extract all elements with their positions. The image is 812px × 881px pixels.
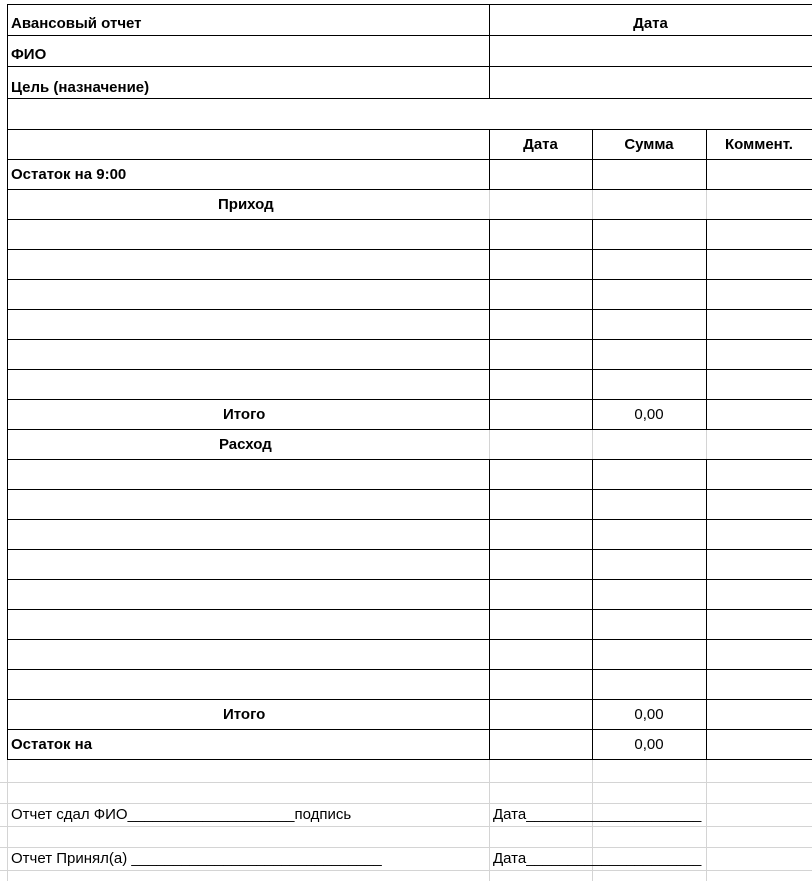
table-border — [7, 639, 812, 640]
table-border — [7, 35, 812, 36]
table-border — [7, 249, 812, 250]
gridline — [0, 870, 812, 871]
column-header-comment: Коммент. — [725, 136, 793, 153]
table-border — [7, 609, 812, 610]
expense-section-label: Расход — [219, 436, 272, 453]
table-border — [7, 699, 812, 700]
submitted-by-line: Отчет сдал ФИО____________________подпись — [11, 806, 352, 823]
column-header-date: Дата — [523, 136, 558, 153]
table-border — [489, 459, 490, 760]
table-border — [7, 129, 812, 130]
income-section-label: Приход — [218, 196, 274, 213]
table-border — [7, 309, 812, 310]
submitted-date-line: Дата_____________________ — [493, 806, 702, 823]
table-border — [7, 399, 812, 400]
column-header-sum: Сумма — [624, 136, 674, 153]
table-border — [7, 519, 812, 520]
table-border — [7, 729, 812, 730]
table-border — [7, 459, 812, 460]
report-title: Авансовый отчет — [11, 15, 142, 32]
table-border — [7, 159, 812, 160]
gridline — [489, 430, 490, 460]
table-border — [7, 189, 812, 190]
gridline — [706, 760, 707, 881]
gridline — [0, 803, 812, 804]
table-border — [7, 66, 812, 67]
closing-balance-label: Остаток на — [11, 736, 93, 753]
gridline — [0, 847, 812, 848]
table-border — [7, 98, 812, 99]
table-border — [7, 669, 812, 670]
table-border — [7, 429, 812, 430]
accepted-by-line: Отчет Принял(а) ______________________________ — [11, 850, 382, 867]
table-border — [7, 219, 812, 220]
table-border — [706, 219, 707, 430]
opening-balance-label: Остаток на 9:00 — [11, 166, 127, 183]
table-border — [592, 219, 593, 430]
closing-balance-value: 0,00 — [634, 736, 664, 753]
fio-label: ФИО — [11, 46, 47, 63]
table-border — [7, 279, 812, 280]
expense-total-value: 0,00 — [634, 706, 664, 723]
table-border — [7, 549, 812, 550]
gridline — [0, 826, 812, 827]
gridline — [706, 190, 707, 220]
gridline — [706, 430, 707, 460]
gridline — [592, 190, 593, 220]
table-border — [7, 4, 812, 5]
gridline — [592, 430, 593, 460]
table-border — [7, 759, 812, 760]
table-border — [706, 459, 707, 760]
table-border — [7, 339, 812, 340]
expense-total-label: Итого — [223, 706, 266, 723]
purpose-label: Цель (назначение) — [11, 79, 150, 96]
header-date-label: Дата — [633, 15, 668, 32]
gridline — [489, 190, 490, 220]
table-border — [7, 489, 812, 490]
income-total-value: 0,00 — [634, 406, 664, 423]
income-total-label: Итого — [223, 406, 266, 423]
gridline — [7, 760, 8, 881]
table-border — [7, 4, 8, 760]
gridline — [0, 782, 812, 783]
table-border — [7, 369, 812, 370]
gridline — [489, 760, 490, 881]
table-border — [489, 219, 490, 430]
accepted-date-line: Дата_____________________ — [493, 850, 702, 867]
table-border — [7, 579, 812, 580]
